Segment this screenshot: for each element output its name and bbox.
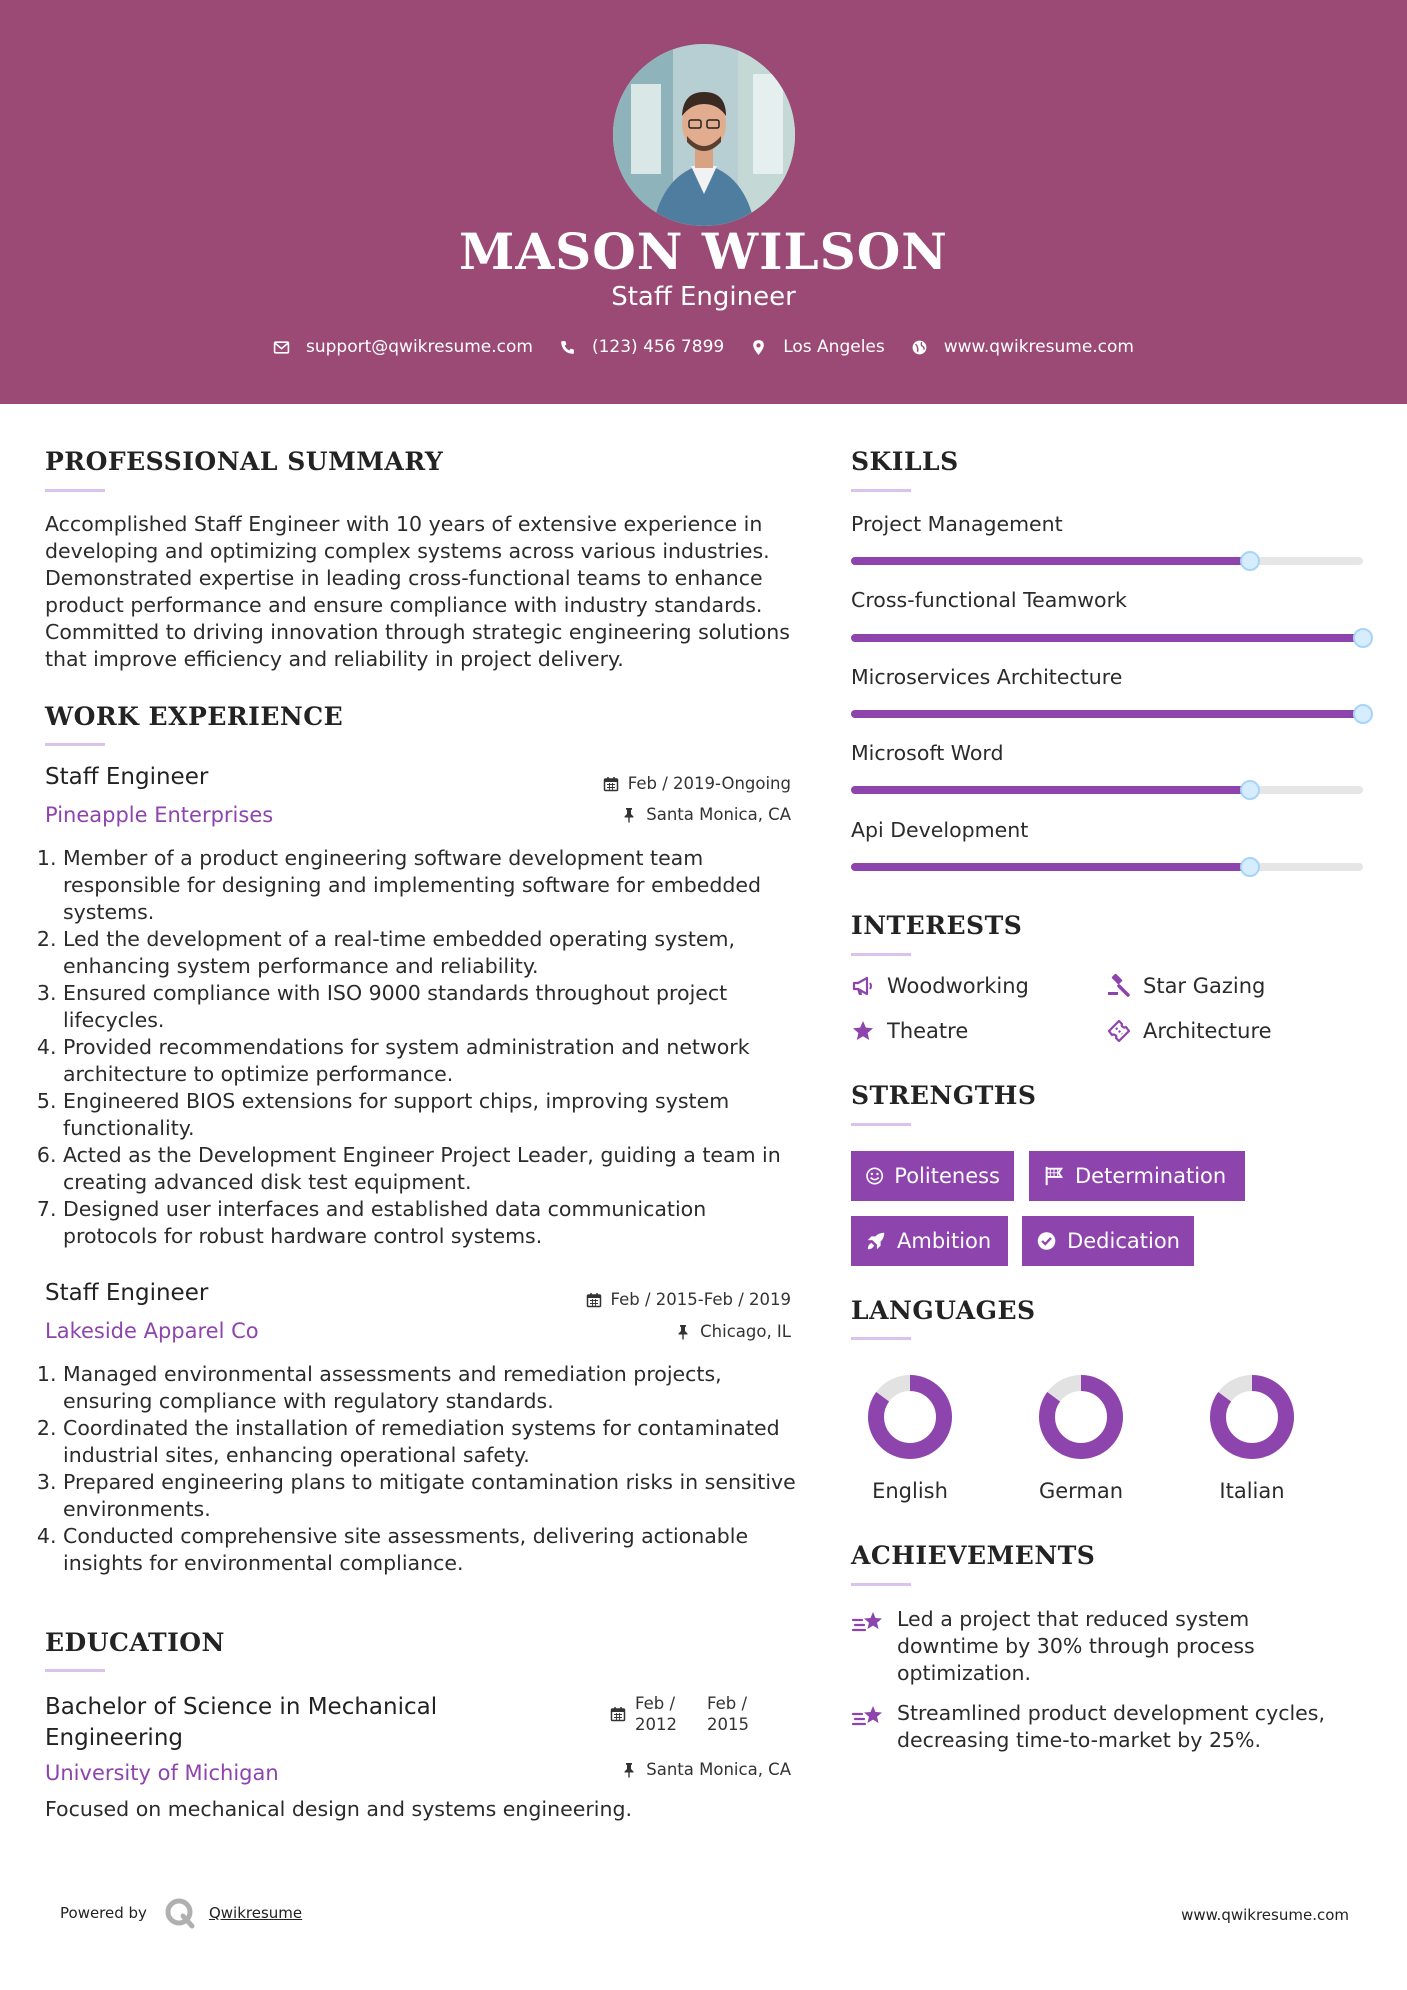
job-1-location-text: Santa Monica, CA — [646, 805, 791, 824]
education-dates — [610, 1693, 749, 1735]
skill-bar — [851, 786, 1363, 794]
skill-bar — [851, 863, 1363, 871]
map-pin-icon — [750, 339, 767, 356]
check-circle-icon — [1036, 1230, 1057, 1252]
job-1-bullets — [45, 845, 805, 1250]
phone-icon — [559, 339, 576, 356]
achievement-item — [851, 1700, 1351, 1754]
job-bullet: 5. Engineered BIOS extensions for support chips, improving system functionality. — [63, 1088, 805, 1142]
strength-label: Ambition — [897, 1229, 992, 1253]
school-name: University of Michigan — [45, 1761, 279, 1785]
ticket-icon — [1107, 1019, 1131, 1043]
strength-badge — [851, 1151, 1014, 1201]
footer-powered-by — [60, 1896, 302, 1930]
interest-label: Woodworking — [887, 974, 1029, 998]
job-bullet: 1. Member of a product engineering software development team responsible for designing and implementing software for embedded systems. — [63, 845, 805, 926]
job-bullet: 4. Conducted comprehensive site assessments, delivering actionable insights for environmental compliance. — [63, 1523, 805, 1577]
skill-bar-handle[interactable] — [1353, 704, 1373, 724]
skill-bar-handle[interactable] — [1240, 857, 1260, 877]
skill-bar — [851, 634, 1363, 642]
strength-badge — [1029, 1151, 1245, 1201]
globe-icon — [911, 339, 928, 356]
degree-line-2: Engineering — [45, 1725, 183, 1751]
job-2-company: Lakeside Apparel Co — [45, 1319, 259, 1343]
job-2-location-text: Chicago, IL — [700, 1322, 791, 1341]
education-start-month: Feb / — [635, 1694, 676, 1713]
calendar-icon — [603, 776, 619, 792]
skill-bar — [851, 557, 1363, 565]
interest-theatre — [851, 1019, 968, 1043]
education-description: Focused on mechanical design and systems engineering. — [45, 1797, 632, 1821]
job-2-bullets — [45, 1361, 805, 1577]
job-2-dates — [586, 1290, 791, 1309]
strength-label: Politeness — [894, 1164, 1000, 1188]
job-bullet: 2. Led the development of a real-time embedded operating system, enhancing system performance and reliability. — [63, 926, 805, 980]
website-text: www.qwikresume.com — [943, 337, 1134, 357]
languages-title: LANGUAGES — [851, 1296, 1036, 1325]
strength-label: Determination — [1075, 1164, 1227, 1188]
phone-text: (123) 456 7899 — [591, 337, 725, 357]
job-2-dates-text: Feb / 2015-Feb / 2019 — [610, 1290, 791, 1309]
summary-title: PROFESSIONAL SUMMARY — [45, 447, 444, 476]
contact-website[interactable] — [911, 337, 1134, 357]
job-bullet: 4. Provided recommendations for system administration and network architecture to optimize performance. — [63, 1034, 805, 1088]
interest-star-gazing — [1107, 974, 1265, 998]
job-1-location — [621, 805, 791, 824]
pushpin-icon — [621, 807, 637, 823]
shooting-star-icon — [851, 1702, 885, 1732]
candidate-name: MASON WILSON — [459, 222, 948, 281]
strengths-rule — [851, 1123, 911, 1126]
shooting-star-icon — [851, 1608, 885, 1638]
interest-label: Theatre — [887, 1019, 969, 1043]
achievement-text: Streamlined product development cycles, decreasing time-to-market by 25%. — [897, 1701, 1325, 1752]
star-icon — [851, 1019, 875, 1043]
job-1-dates — [603, 774, 791, 793]
envelope-icon — [273, 339, 290, 356]
job-2-title: Staff Engineer — [45, 1280, 209, 1306]
email-text: support@qwikresume.com — [306, 337, 533, 357]
summary-text: Accomplished Staff Engineer with 10 years of extensive experience in developing and optimizing complex systems across various industries. Demonstrated expertise in leading cross-functional teams to enhance product performance and ensure compliance with industry standards. Committed to driving innovation through strategic engineering solutions that improve efficiency and reliability in project delivery. — [45, 512, 790, 671]
location-text: Los Angeles — [783, 337, 885, 357]
contact-location — [750, 337, 885, 357]
strengths-title: STRENGTHS — [851, 1081, 1037, 1110]
job-1-title: Staff Engineer — [45, 764, 209, 790]
footer-website[interactable]: www.qwikresume.com — [1181, 1906, 1349, 1924]
education-start-year: 2012 — [635, 1715, 677, 1734]
calendar-icon — [586, 1292, 602, 1308]
skill-bar — [851, 710, 1363, 718]
skills-rule — [851, 489, 911, 492]
achievement-item — [851, 1606, 1351, 1687]
job-2-location — [675, 1322, 791, 1341]
job-bullet: 6. Acted as the Development Engineer Project Leader, guiding a team in creating advanced disk test equipment. — [63, 1142, 805, 1196]
job-bullet: 2. Coordinated the installation of remediation systems for contaminated industrial sites, enhancing operational safety. — [63, 1415, 805, 1469]
education-end — [707, 1693, 749, 1735]
job-1-dates-text: Feb / 2019-Ongoing — [627, 774, 791, 793]
experience-title: WORK EXPERIENCE — [45, 702, 344, 731]
experience-rule — [45, 743, 105, 746]
candidate-role: Staff Engineer — [611, 282, 796, 312]
job-1-company: Pineapple Enterprises — [45, 803, 274, 827]
skill-label: Microsoft Word — [851, 741, 1004, 765]
pushpin-icon — [621, 1762, 637, 1778]
languages-chart — [851, 1365, 1331, 1475]
summary-rule — [45, 489, 105, 492]
pushpin-icon — [675, 1324, 691, 1340]
skill-label: Cross-functional Teamwork — [851, 588, 1127, 612]
skill-label: Microservices Architecture — [851, 665, 1123, 689]
contact-bar — [0, 337, 1407, 357]
education-end-year: 2015 — [707, 1715, 749, 1734]
interest-woodworking — [851, 974, 1029, 998]
achievement-text: Led a project that reduced system downtime by 30% through process optimization. — [897, 1607, 1255, 1685]
skill-bar-fill — [851, 786, 1250, 794]
interest-label: Architecture — [1143, 1019, 1272, 1043]
contact-phone[interactable] — [559, 337, 724, 357]
strength-label: Dedication — [1067, 1229, 1180, 1253]
qwikresume-link[interactable]: Qwikresume — [208, 1904, 303, 1922]
language-label: Italian — [1219, 1479, 1285, 1503]
job-bullet: 3. Prepared engineering plans to mitigate contamination risks in sensitive environments. — [63, 1469, 805, 1523]
skill-bar-handle[interactable] — [1353, 628, 1373, 648]
strength-badge — [1022, 1216, 1194, 1266]
skills-title: SKILLS — [851, 447, 959, 476]
skill-label: Project Management — [851, 512, 1063, 536]
strength-badge — [851, 1216, 1008, 1266]
job-bullet: 3. Ensured compliance with ISO 9000 standards throughout project lifecycles. — [63, 980, 805, 1034]
skill-label: Api Development — [851, 818, 1029, 842]
rocket-icon — [865, 1230, 887, 1252]
languages-rule — [851, 1337, 911, 1340]
interests-rule — [851, 953, 911, 956]
skill-bar-fill — [851, 634, 1363, 642]
education-location-text: Santa Monica, CA — [646, 1760, 791, 1779]
achievements-rule — [851, 1583, 911, 1586]
education-title: EDUCATION — [45, 1628, 225, 1657]
job-bullet: 7. Designed user interfaces and established data communication protocols for robust hardware control systems. — [63, 1196, 805, 1250]
skill-bar-fill — [851, 557, 1250, 565]
gavel-icon — [1107, 974, 1131, 998]
interest-label: Star Gazing — [1143, 974, 1266, 998]
skill-bar-fill — [851, 710, 1363, 718]
smile-icon — [865, 1165, 884, 1187]
language-label: German — [1038, 1479, 1124, 1503]
contact-email[interactable] — [273, 337, 533, 357]
job-bullet: 1. Managed environmental assessments and remediation projects, ensuring compliance with regulatory standards. — [63, 1361, 805, 1415]
degree-title — [45, 1692, 437, 1754]
flag-icon — [1043, 1165, 1065, 1187]
education-location — [621, 1760, 791, 1779]
interests-title: INTERESTS — [851, 911, 1023, 940]
education-rule — [45, 1669, 105, 1672]
achievements-title: ACHIEVEMENTS — [851, 1541, 1096, 1570]
calendar-icon — [610, 1706, 626, 1722]
profile-photo — [613, 44, 795, 226]
resume-header — [0, 0, 1407, 404]
powered-by-text: Powered by — [60, 1904, 147, 1922]
megaphone-icon — [851, 974, 875, 998]
education-start — [635, 1693, 677, 1735]
skill-bar-fill — [851, 863, 1250, 871]
interest-architecture — [1107, 1019, 1272, 1043]
skill-bar-handle[interactable] — [1240, 551, 1260, 571]
degree-line-1: Bachelor of Science in Mechanical — [45, 1694, 438, 1720]
language-label: English — [872, 1479, 948, 1503]
education-end-month: Feb / — [707, 1694, 748, 1713]
qwikresume-logo-icon — [163, 1896, 197, 1930]
skill-bar-handle[interactable] — [1240, 780, 1260, 800]
